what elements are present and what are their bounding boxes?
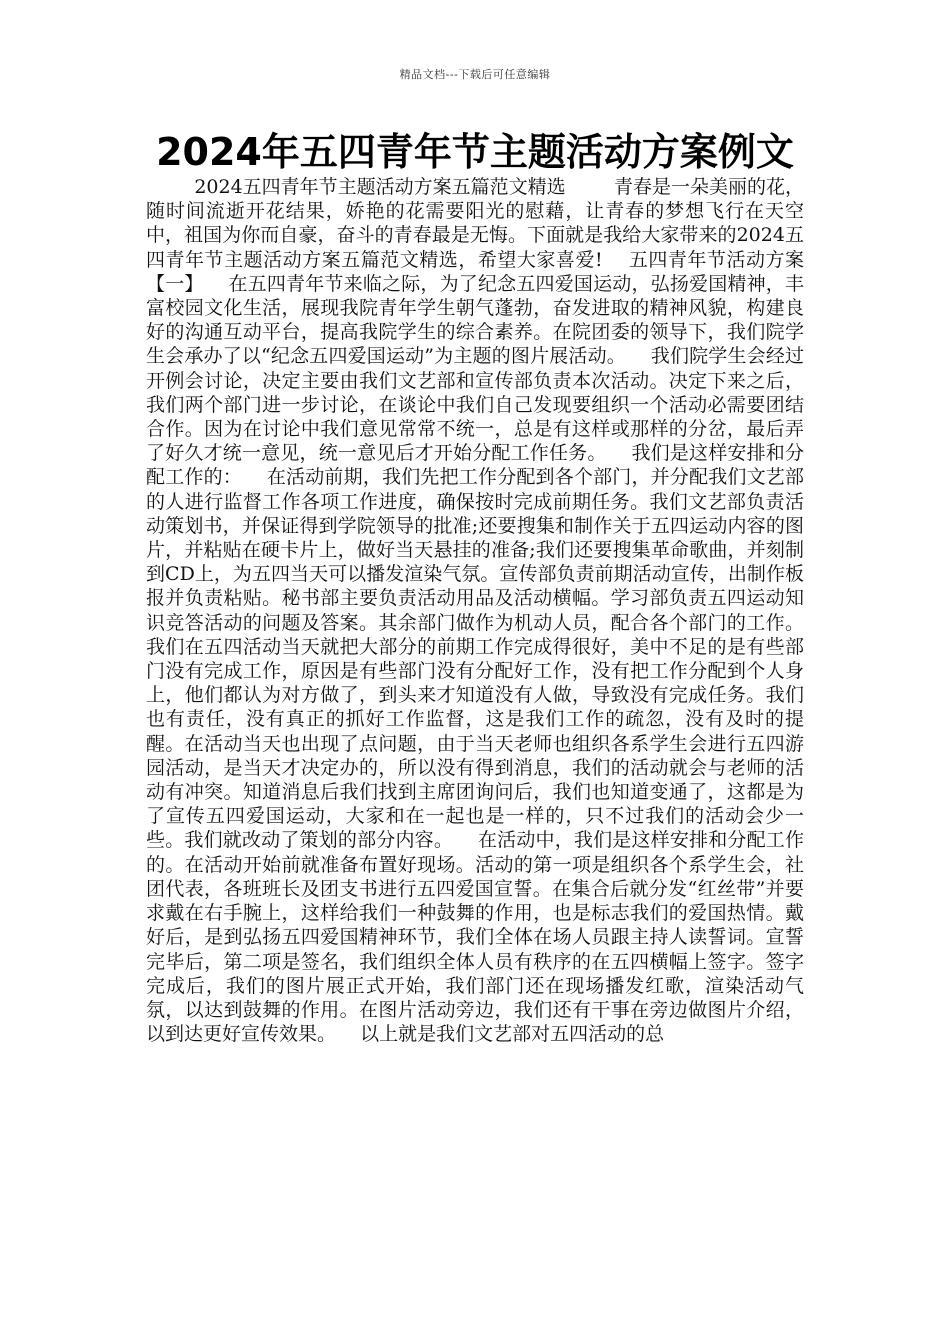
page-header: 精品文档---下载后可任意编辑 (399, 68, 551, 81)
document-title: 2024年五四青年节主题活动方案例文 (156, 130, 794, 174)
document-body: 2024五四青年节主题活动方案五篇范文精选 青春是一朵美丽的花，随时间流逝开花结果，娇艳的花需要阳光的慰藉，让青春的梦想飞行在天空中，祖国为你而自豪，奋斗的青春最是无悔。下面就是我给大家带来的2024五四青年节主题活动方案五篇范文精选，希望大家喜爱! 五四青年节活动方案【一】 在五四青年节来临之际，为了纪念五四爱国运动，弘扬爱国精神，丰富校园文化生活，展现我院青年学生朝气蓬勃，奋发进取的精神风貌，构建良好的沟通互动平台，提高我院学生的综合素养。在院团委的领导下，我们院学生会承办了以“纪念五四爱国运动”为主题的图片展活动。 我们院学生会经过开例会讨论，决定主要由我们文艺部和宣传部负责本次活动。决定下来之后，我们两个部门进一步讨论，在谈论中我们自己发现要组织一个活动必需要团结合作。因为在讨论中我们意见常常不统一，总是有这样或那样的分岔，最后弄了好久才统一意见，统一意见后才开始分配工作任务。 我们是这样安排和分配工作的： 在活动前期，我们先把工作分配到各个部门，并分配我们文艺部的人进行监督工作各项工作进度，确保按时完成前期任务。我们文艺部负责活动策划书，并保证得到学院领导的批准;还要搜集和制作关于五四运动内容的图片，并粘贴在硬卡片上，做好当天悬挂的准备;我们还要搜集革命歌曲，并刻制到CD上，为五四当天可以播发渲染气氛。宣传部负责前期活动宣传，出制作板报并负责粘贴。秘书部主要负责活动用品及活动横幅。学习部负责五四运动知识竞答活动的问题及答案。其余部门做作为机动人员，配合各个部门的工作。 我们在五四活动当天就把大部分的前期工作完成得很好，美中不足的是有些部门没有完成工作，原因是有些部门没有分配好工作，没有把工作分配到个人身上，他们都认为对方做了，到头来才知道没有人做，导致没有完成任务。我们也有责任，没有真正的抓好工作监督，这是我们工作的疏忽，没有及时的提醒。在活动当天也出现了点问题，由于当天老师也组织各系学生会进行五四游园活动，是当天才决定办的，所以没有得到消息，我们的活动就会与老师的活动有冲突。知道消息后我们找到主席团询问后，我们也知道变通了，这都是为了宣传五四爱国运动，大家和在一起也是一样的，只不过我们的活动会少一些。我们就改动了策划的部分内容。 在活动中，我们是这样安排和分配工作的。在活动开始前就准备布置好现场。活动的第一项是组织各个系学生会，社团代表，各班班长及团支书进行五四爱国宣誓。在集合后就分发“红丝带”并要求戴在右手腕上，这样给我们一种鼓舞的作用，也是标志我们的爱国热情。戴好后，是到弘扬五四爱国精神环节，我们全体在场人员跟主持人读誓词。宣誓完毕后，第二项是签名，我们组织全体人员有秩序的在五四横幅上签字。签字完成后，我们的图片展正式开始，我们部门还在现场播发红歌，渲染活动气氛，以达到鼓舞的作用。在图片活动旁边，我们还有干事在旁边做图片介绍，以到达更好宣传效果。 以上就是我们文艺部对五四活动的总 (146, 176, 829, 1046)
